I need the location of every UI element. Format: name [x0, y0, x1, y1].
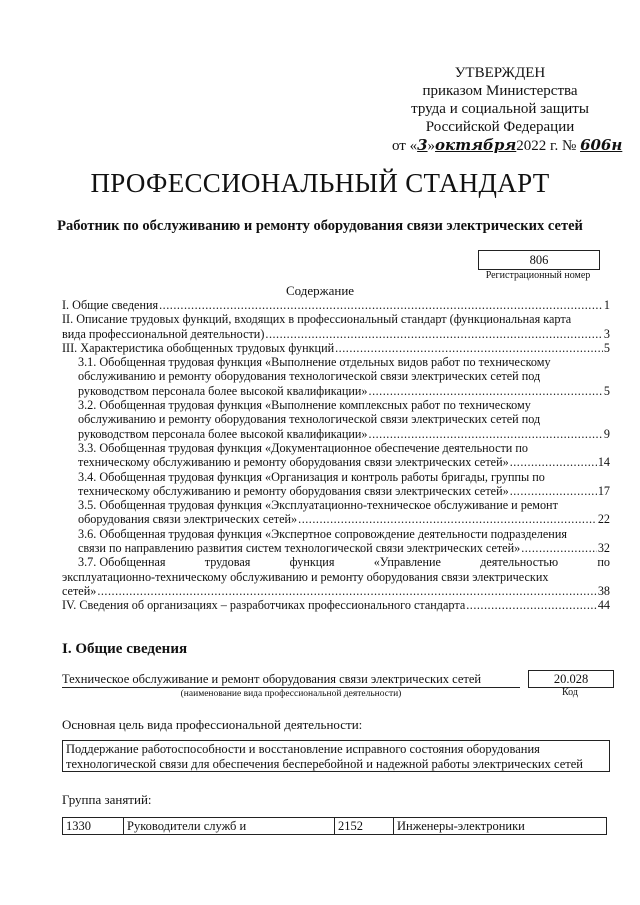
date-prefix: от «: [392, 138, 418, 154]
toc-item-title: I. Общие сведения: [62, 298, 159, 312]
dot-leader: [369, 427, 603, 441]
toc-word: «Управление: [373, 555, 441, 570]
toc-sub-line: 3.3. Обобщенная трудовая функция «Документационное обеспечение деятельности по: [78, 440, 528, 455]
dot-leader: [298, 512, 597, 526]
toc-item-title-cont: вида профессиональной деятельности): [62, 326, 265, 341]
toc-word: 3.7. Обобщенная: [78, 555, 166, 570]
group-code: 2152: [335, 818, 394, 835]
toc-sub-line: 3.1. Обобщенная трудовая функция «Выполнение отдельных видов работ по техническому: [78, 355, 551, 370]
goal-label: Основная цель вида профессиональной деятельности:: [62, 717, 363, 732]
page-title: ПРОФЕССИОНАЛЬНЫЙ СТАНДАРТ: [90, 168, 550, 198]
date-mid: »: [427, 138, 436, 154]
registration-label: Регистрационный номер: [485, 270, 591, 281]
approval-line-3: труда и социальной защиты: [411, 101, 589, 117]
dot-leader: [265, 327, 603, 341]
activity-kind-label: (наименование вида профессиональной деятельности): [180, 689, 402, 699]
registration-number: 806: [478, 250, 600, 270]
toc-sub-line: 3.5. Обобщенная трудовая функция «Эксплуатационно-техническое обслуживание и ремонт: [78, 498, 558, 513]
toc-sub-line: 3.2. Обобщенная трудовая функция «Выполнение комплексных работ по техническому: [78, 398, 531, 413]
toc-item-title: III. Характеристика обобщенных трудовых функций: [62, 340, 335, 355]
toc-page: 9: [603, 426, 610, 441]
activity-kind-row: [62, 672, 612, 688]
toc-sub-line: техническому обслуживанию и ремонту оборудования связи электрических сетей»: [78, 483, 509, 498]
dot-leader: [466, 598, 597, 612]
toc-sub-line: 3.6. Обобщенная трудовая функция «Экспертное сопровождение деятельности подразделения: [78, 526, 567, 541]
toc-sub-3-5[interactable]: [62, 498, 610, 527]
toc-word: деятельностью: [480, 555, 559, 570]
toc-page: 32: [597, 541, 610, 556]
order-number: 606н: [580, 136, 623, 154]
toc-page: 1: [603, 298, 610, 312]
group-name: Руководители служб и: [124, 818, 335, 835]
toc-word: по: [597, 555, 610, 570]
toc-sub-line: руководством персонала более высокой квалификации»: [78, 383, 368, 398]
date-day: 3: [417, 136, 428, 154]
goal-line: Поддержание работоспособности и восстановление исправного состояния оборудования: [66, 742, 540, 756]
toc-page: 5: [603, 383, 610, 398]
group-name: Инженеры-электроники: [394, 818, 607, 835]
toc-sub-3-1[interactable]: [62, 355, 610, 398]
toc-sub-3-6[interactable]: [62, 527, 610, 556]
toc-sub-line: обслуживанию и ремонту оборудования технологической связи электрических сетей под: [78, 412, 541, 427]
toc-sub-line: связи по направлению развития систем технологической связи электрических сетей»: [78, 541, 521, 556]
group-label: Группа занятий:: [62, 792, 152, 807]
group-code: 1330: [63, 818, 124, 835]
toc-sub-3-2[interactable]: [62, 398, 610, 441]
section-heading: I. Общие сведения: [62, 641, 188, 657]
toc-sub-line: эксплуатационно-техническому обслуживанию и ремонту оборудования связи электрических: [62, 569, 549, 584]
dot-leader: [521, 541, 597, 555]
activity-code: 20.028: [528, 670, 614, 688]
dot-leader: [159, 298, 603, 312]
toc-page: 14: [597, 455, 610, 470]
activity-code-label: Код: [562, 687, 578, 698]
approval-line-2: приказом Министерства: [422, 83, 578, 99]
dot-leader: [97, 584, 596, 598]
toc-item-2[interactable]: [62, 312, 610, 341]
approval-line-4: Российской Федерации: [425, 119, 575, 135]
approval-block: [390, 64, 623, 155]
dot-leader: [369, 384, 603, 398]
table-of-contents: [62, 298, 610, 613]
toc-sub-line: сетей»: [62, 583, 97, 598]
toc-sub-3-3[interactable]: [62, 441, 610, 470]
toc-item-1[interactable]: [62, 298, 610, 312]
dot-leader: [335, 341, 603, 355]
toc-sub-3-7[interactable]: [62, 555, 610, 598]
toc-sub-line: техническому обслуживанию и ремонту оборудования связи электрических сетей»: [78, 455, 509, 470]
toc-heading: Содержание: [285, 283, 355, 298]
toc-item-title: IV. Сведения об организациях – разработчиках профессионального стандарта: [62, 598, 466, 613]
toc-sub-3-4[interactable]: [62, 470, 610, 499]
toc-page: 5: [603, 340, 610, 355]
approval-date-line: [390, 136, 623, 155]
approval-status: УТВЕРЖДЕН: [454, 65, 546, 81]
dot-leader: [510, 484, 597, 498]
toc-page: 44: [597, 598, 610, 613]
toc-item-3[interactable]: [62, 341, 610, 355]
toc-item-title: II. Описание трудовых функций, входящих в профессиональный стандарт (функциональная карта: [62, 312, 572, 327]
toc-word: трудовая: [204, 555, 251, 570]
standard-name: Работник по обслуживанию и ремонту оборудования связи электрических сетей: [57, 218, 583, 234]
toc-item-4[interactable]: [62, 598, 610, 612]
table-row: [63, 818, 607, 835]
toc-sub-line: обслуживанию и ремонту оборудования технологической связи электрических сетей под: [78, 369, 541, 384]
toc-sub-line: оборудования связи электрических сетей»: [78, 512, 298, 527]
toc-word: функция: [289, 555, 335, 570]
goal-box: [62, 740, 610, 772]
date-month: октября: [435, 136, 517, 154]
occupation-group-table: [62, 817, 607, 835]
toc-sub-line: [78, 555, 610, 569]
toc-page: 3: [603, 326, 610, 341]
dot-leader: [510, 455, 597, 469]
toc-page: 17: [597, 483, 610, 498]
goal-line: технологической связи для обеспечения бесперебойной и надежной работы электрических сетей: [66, 757, 583, 771]
toc-page: 22: [597, 512, 610, 527]
date-year: 2022 г. №: [516, 138, 577, 154]
toc-sub-line: руководством персонала более высокой квалификации»: [78, 426, 368, 441]
toc-page: 38: [597, 583, 610, 598]
toc-sub-line: 3.4. Обобщенная трудовая функция «Организация и контроль работы бригады, группы по: [78, 469, 545, 484]
activity-kind: Техническое обслуживание и ремонт оборудования связи электрических сетей: [62, 672, 520, 688]
